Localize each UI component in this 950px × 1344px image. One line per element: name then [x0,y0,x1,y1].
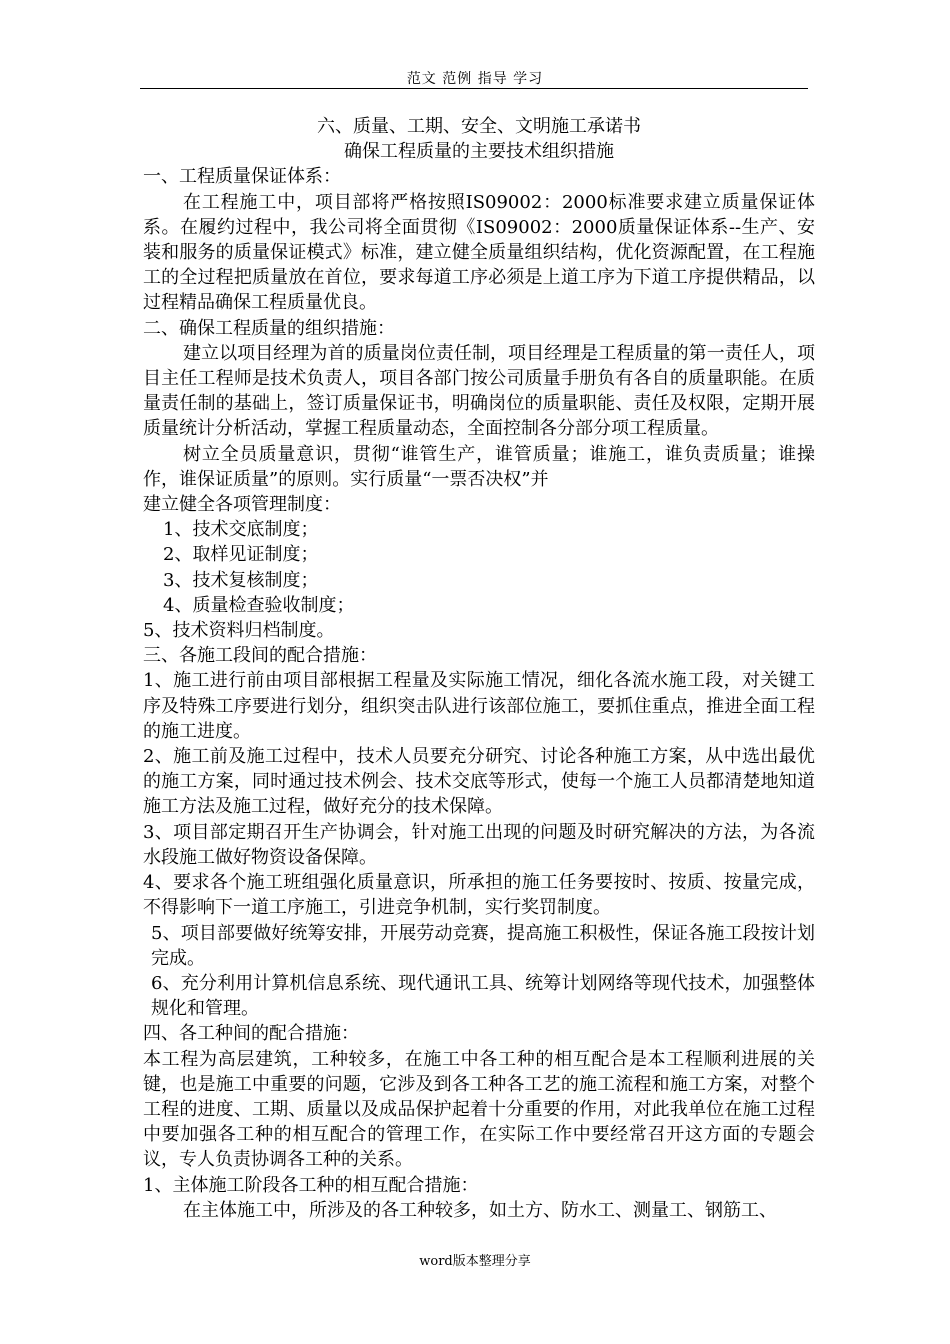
document-title: 六、质量、工期、安全、文明施工承诺书 [317,116,641,137]
list-item: 1、施工进行前由项目部根据工程量及实际施工情况，细化各流水施工段，对关键工序及特殊工序要进行划分，组织突击队进行该部位施工，要抓住重点，推进全面工程的施工进度。 [143,670,815,742]
section-1-paragraph: 在工程施工中，项目部将严格按照IS09002：2000标准要求建立质量保证体系。在履约过程中，我公司将全面贯彻《IS09002：2000质量保证体系--生产、安装和服务的质量保证模式》标准，建立健全质量组织结构，优化资源配置，在工程施工的全过程把质量放在首位，要求每道工序必须是上道工序为下道工序提供精品，以过程精品确保工程质量优良。 [143,191,815,314]
list-item: 5、项目部要做好统筹安排，开展劳动竞赛，提高施工积极性，保证各施工段按计划完成。 [151,922,815,969]
list-item: 1、技术交底制度； [163,519,319,541]
section-2-heading: 二、确保工程质量的组织措施： [143,317,395,339]
document-subtitle: 确保工程质量的主要技术组织措施 [344,141,614,163]
list-item: 4、质量检查验收制度； [163,594,355,616]
list-item: 3、项目部定期召开生产协调会，针对施工出现的问题及时研究解决的方法，为各流水段施工做好物资设备保障。 [143,821,815,868]
header-rule [140,88,808,89]
header-text: 范文 范例 指导 学习 [406,71,544,87]
list-item: 3、技术复核制度； [163,569,319,591]
page-footer: word版本整理分享 [419,1254,531,1269]
list-item: 6、充分利用计算机信息系统、现代通讯工具、统筹计划网络等现代技术，加强整体规化和管理。 [151,972,815,1020]
section-2-paragraph-3: 建立健全各项管理制度： [143,494,341,516]
list-item: 4、要求各个施工班组强化质量意识，所承担的施工任务要按时、按质、按量完成，不得影响下一道工序施工，引进竞争机制，实行奖罚制度。 [143,872,815,919]
document-body [143,114,815,1223]
list-item: 2、取样见证制度； [163,544,319,566]
section-2-paragraph-2: 树立全员质量意识，贯彻“谁管生产，谁管质量；谁施工，谁负责质量；谁操作，谁保证质量”的原则。实行质量“一票否决权”并 [143,443,815,490]
section-4-subheading: 1、主体施工阶段各工种的相互配合措施： [143,1174,479,1196]
section-4-subparagraph: 在主体施工中，所涉及的各工种较多，如土方、防水工、测量工、钢筋工、 [183,1199,777,1221]
list-item: 5、技术资料归档制度。 [143,620,335,642]
section-1-heading: 一、工程质量保证体系： [143,166,341,188]
section-4-heading: 四、各工种间的配合措施： [143,1023,359,1045]
section-4-paragraph: 本工程为高层建筑，工种较多，在施工中各工种的相互配合是本工程顺利进展的关键，也是施工中重要的问题，它涉及到各工种各工艺的施工流程和施工方案，对整个工程的进度、工期、质量以及成品保护起着十分重要的作用，对此我单位在施工过程中要加强各工种的相互配合的管理工作，在实际工作中要经常召开这方面的专题会议，专人负责协调各工种的关系。 [143,1048,815,1171]
list-item: 2、施工前及施工过程中，技术人员要充分研究、讨论各种施工方案，从中选出最优的施工方案，同时通过技术例会、技术交底等形式，使每一个施工人员都清楚地知道施工方法及施工过程，做好充分的技术保障。 [143,746,815,818]
section-2-paragraph-1: 建立以项目经理为首的质量岗位责任制，项目经理是工程质量的第一责任人，项目主任工程师是技术负责人，项目各部门按公司质量手册负有各自的质量职能。在质量责任制的基础上，签订质量保证书，明确岗位的质量职能、责任及权限，定期开展质量统计分析活动，掌握工程质量动态，全面控制各分部分项工程质量。 [143,342,815,440]
section-3-heading: 三、各施工段间的配合措施： [143,645,377,667]
